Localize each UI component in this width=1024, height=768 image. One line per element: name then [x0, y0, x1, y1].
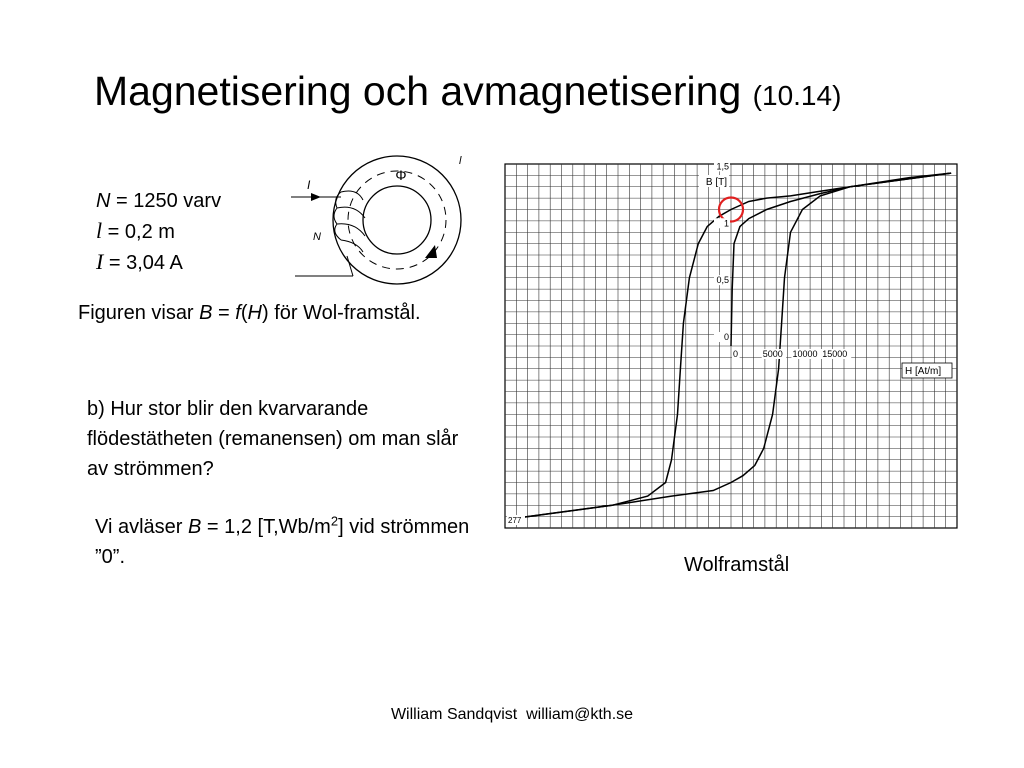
y-tick-label: 1	[723, 218, 729, 229]
length-label: l	[459, 155, 462, 167]
page-title	[94, 68, 841, 115]
length-row	[96, 216, 221, 247]
coil-windings	[337, 191, 365, 252]
figtext-f-symbol: f	[235, 302, 241, 324]
x-tick-label: 15000	[822, 349, 848, 359]
x-tick-label: 10000	[792, 349, 818, 359]
answer-prefix: Vi avläser	[95, 516, 189, 538]
figtext-b-symbol: B	[199, 302, 213, 324]
current-arrow-icon	[311, 193, 321, 201]
flux-label: Φ	[395, 167, 407, 183]
current-row	[96, 247, 221, 278]
y-tick-label: 1,5	[716, 161, 729, 172]
footer-email: william@kth.se	[526, 706, 634, 723]
figtext-rest: ) för Wol-framstål.	[261, 302, 421, 324]
answer-exponent: 2	[330, 513, 339, 529]
y-tick-label: 0,5	[716, 275, 729, 286]
length-value: = 0,2 m	[102, 221, 175, 243]
flux-direction-arrow-icon	[425, 245, 437, 258]
current-symbol: I	[96, 249, 104, 274]
title-main: Magnetisering och avmagnetisering	[94, 68, 742, 114]
answer-value: = 1,2 [T,Wb/m	[201, 516, 331, 538]
current-label: I	[307, 178, 311, 192]
answer-b-symbol: B	[188, 516, 202, 538]
x-axis-title: H [At/m]	[905, 366, 942, 377]
turns-symbol: N	[96, 190, 111, 212]
question-b: b) Hur stor blir den kvarvarande flödestätheten (remanensen) om man slår av strömmen?	[87, 398, 459, 480]
turns-row	[96, 186, 221, 216]
answer-text	[95, 512, 475, 572]
given-values	[96, 186, 221, 278]
hysteresis-chart	[500, 160, 962, 532]
x-tick-label: 0	[733, 349, 739, 359]
chart-caption: Wolframstål	[684, 554, 790, 576]
y-axis-title: B [T]	[705, 177, 727, 188]
figtext-equals: =	[212, 302, 236, 324]
footer-author	[0, 706, 1024, 724]
figtext-prefix: Figuren visar	[78, 302, 200, 324]
title-ref: (10.14)	[752, 80, 842, 111]
figure-description	[78, 298, 428, 328]
corner-label: 277	[508, 516, 522, 525]
toroid-inner-edge	[363, 186, 431, 254]
coil-back-windings	[334, 192, 341, 240]
y-tick-label: 0	[723, 332, 729, 342]
answer-suffix: ] vid strömmen ”0”.	[95, 516, 470, 568]
footer-name: William Sandqvist	[390, 706, 518, 723]
toroid-diagram	[285, 150, 475, 290]
figtext-h-symbol: H	[247, 302, 262, 324]
length-symbol: l	[96, 218, 103, 243]
turns-value: = 1250 varv	[110, 190, 222, 212]
current-value: = 3,04 A	[103, 252, 183, 274]
turns-label: N	[313, 231, 321, 243]
figtext-open-paren: (	[240, 302, 248, 324]
x-tick-label: 5000	[762, 349, 783, 359]
